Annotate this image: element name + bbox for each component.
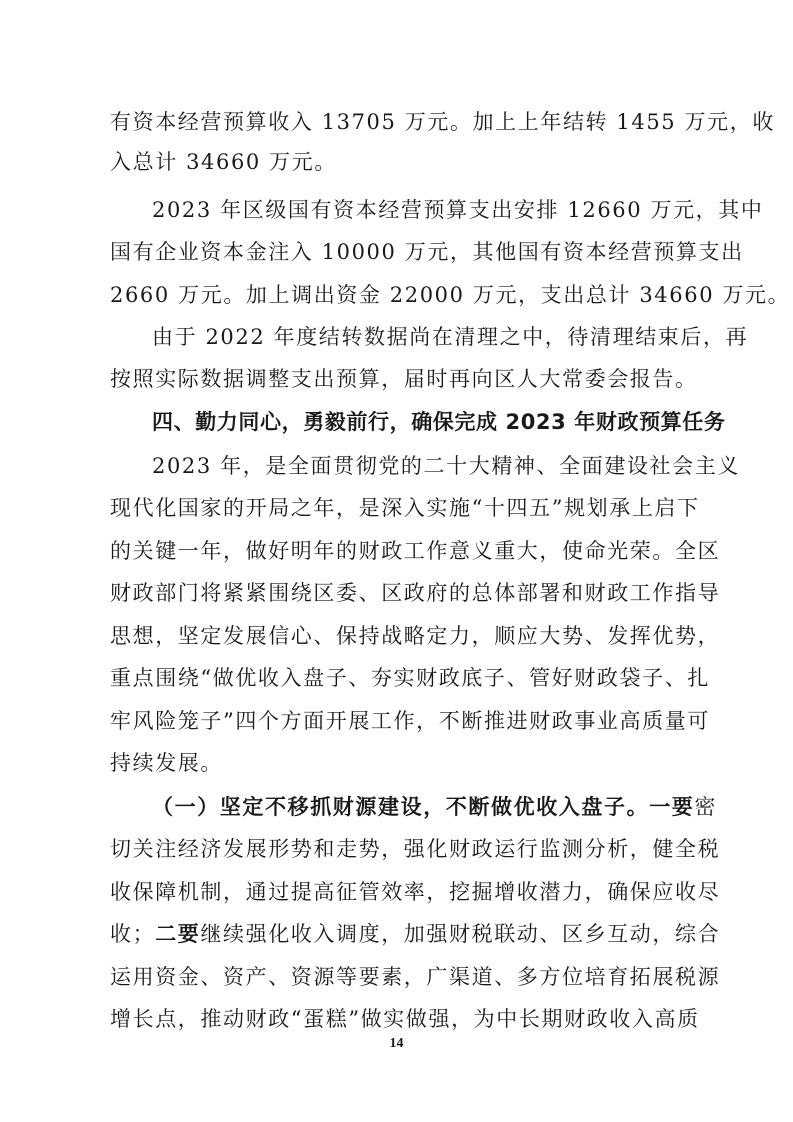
inline-emphasis: 二要 [155,921,201,946]
paragraph-line [152,792,718,822]
inline-text: 继续强化收入调度，加强财税联动、区乡互动，综合 [200,922,721,946]
subsection-heading: （一）坚定不移抓财源建设，不断做优收入盘子。一要 [152,794,695,819]
paragraph-line: 2023 年区级国有资本经营预算支出安排 12660 万元，其中 [152,198,764,222]
paragraph-line: 2023 年，是全面贯彻党的二十大精神、全面建设社会主义 [152,454,740,478]
page-number: 14 [389,1036,404,1051]
section-heading: 四、勤力同心，勇毅前行，确保完成 2023 年财政预算任务 [152,410,726,434]
paragraph-line [110,919,721,949]
paragraph-line: 按照实际数据调整支出预算，届时再向区人大常委会报告。 [110,367,698,391]
paragraph-line: 的关键一年，做好明年的财政工作意义重大，使命光荣。全区 [110,539,721,563]
paragraph-line: 增长点，推动财政“蛋糕”做实做强，为中长期财政收入高质 [110,1007,700,1031]
paragraph-line: 有资本经营预算收入 13705 万元。加上上年结转 1455 万元，收 [110,110,775,134]
inline-text: 收； [110,922,156,946]
paragraph-line: 运用资金、资产、资源等要素，广渠道、多方位培育拓展税源 [110,965,721,989]
paragraph-line: 持续发展。 [110,751,223,775]
paragraph-line: 财政部门将紧紧围绕区委、区政府的总体部署和财政工作指导 [110,581,721,605]
paragraph-line: 思想，坚定发展信心、保持战略定力，顺应大势、发挥优势， [110,624,721,648]
paragraph-line: 2660 万元。加上调出资金 22000 万元，支出总计 34660 万元。 [110,283,791,307]
paragraph-line: 由于 2022 年度结转数据尚在清理之中，待清理结束后，再 [152,325,749,349]
paragraph-line: 牢风险笼子”四个方面开展工作，不断推进财政事业高质量可 [110,709,710,733]
paragraph-line: 重点围绕“做优收入盘子、夯实财政底子、管好财政袋子、扎 [110,666,710,690]
paragraph-line: 切关注经济发展形势和走势，强化财政运行监测分析，健全税 [110,837,721,861]
paragraph-line: 国有企业资本金注入 10000 万元，其他国有资本经营预算支出 [110,240,744,264]
paragraph-line: 入总计 34660 万元。 [110,150,337,174]
inline-text: 密 [694,795,718,819]
paragraph-line: 现代化国家的开局之年，是深入实施“十四五”规划承上启下 [110,496,700,520]
paragraph-line: 收保障机制，通过提高征管效率，挖掘增收潜力，确保应收尽 [110,880,721,904]
